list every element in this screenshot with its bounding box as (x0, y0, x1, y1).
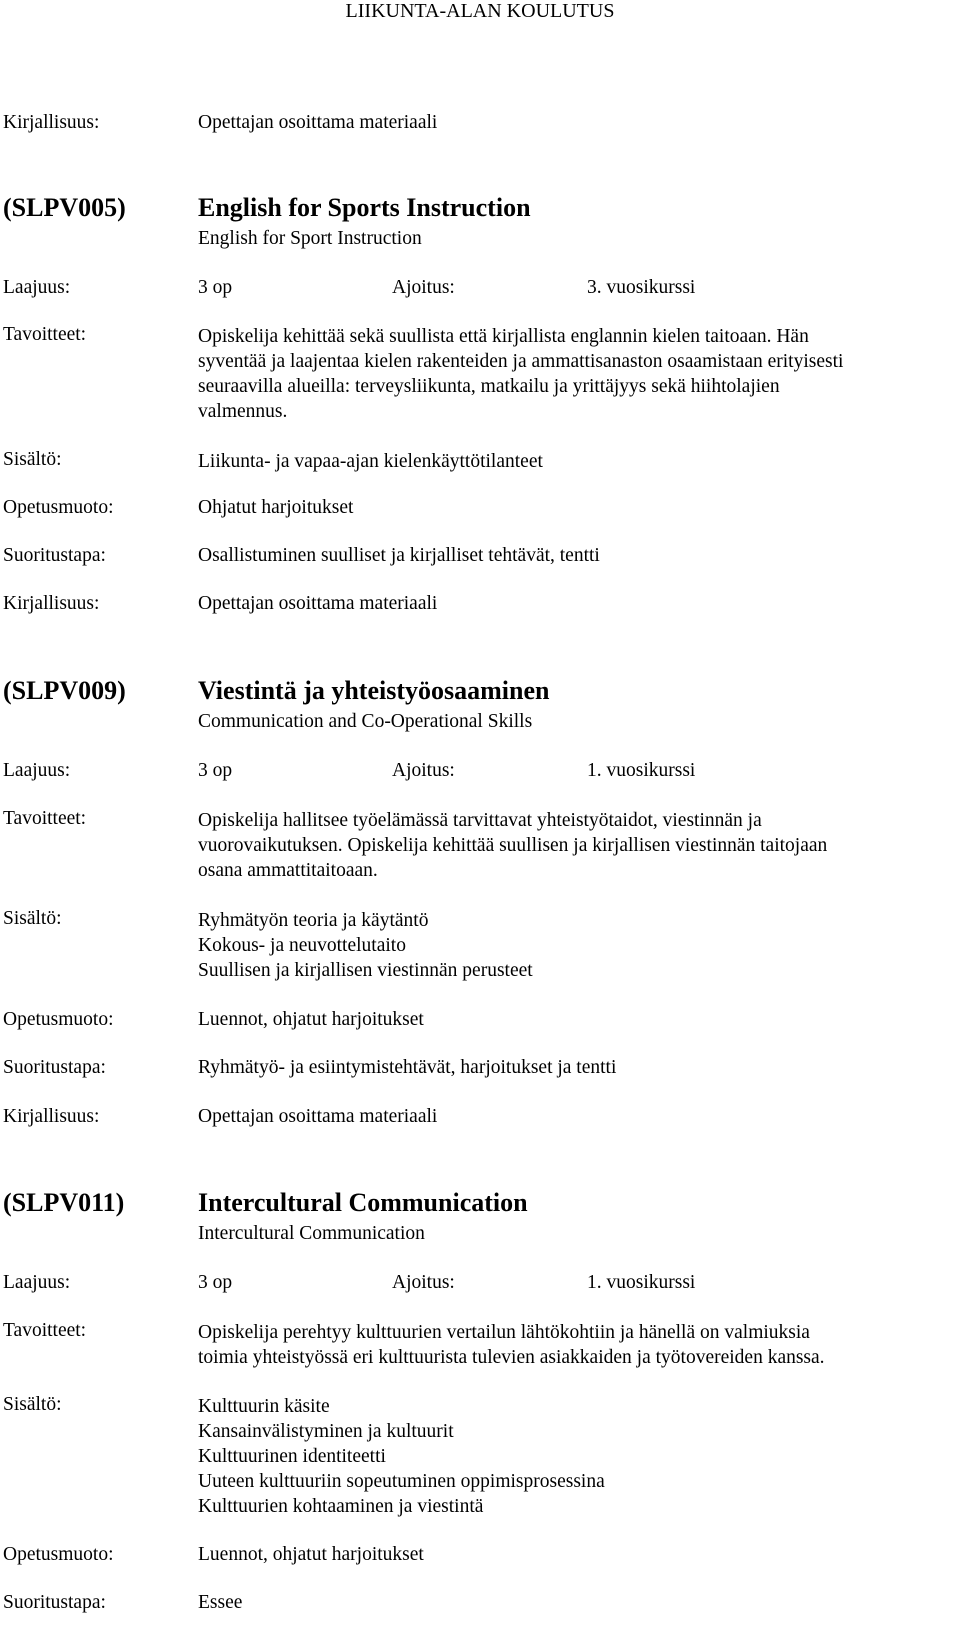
suoritustapa-value: Osallistuminen suulliset ja kirjalliset tehtävät, tentti (198, 545, 600, 566)
sisalto-label: Sisältö: (3, 908, 62, 929)
sisalto-line: Suullisen ja kirjallisen viestinnän perusteet (198, 960, 533, 981)
sisalto-line: Kulttuurinen identiteetti (198, 1446, 386, 1467)
laajuus-label: Laajuus: (3, 277, 71, 298)
tavoitteet-line: Opiskelija perehtyy kulttuurien vertailun lähtökohtiin ja hänellä on valmiuksia (198, 1322, 810, 1343)
intro-kirjallisuus-label: Kirjallisuus: (3, 112, 100, 133)
course-code: (SLPV009) (3, 676, 126, 705)
opetusmuoto-value: Luennot, ohjatut harjoitukset (198, 1009, 424, 1030)
course-subtitle: English for Sport Instruction (198, 228, 422, 249)
kirjallisuus-label: Kirjallisuus: (3, 593, 100, 614)
ajoitus-label: Ajoitus: (392, 1272, 455, 1293)
tavoitteet-text (198, 1320, 825, 1370)
tavoitteet-line: toimia yhteistyössä eri kulttuurista tulevien asiakkaiden ja työtovereiden kanssa. (198, 1347, 825, 1368)
suoritustapa-value: Essee (198, 1592, 243, 1613)
tavoitteet-line: Opiskelija hallitsee työelämässä tarvittavat yhteistyötaidot, viestinnän ja (198, 810, 762, 831)
sisalto-text (198, 908, 533, 983)
tavoitteet-line: valmennus. (198, 401, 288, 422)
opetusmuoto-label: Opetusmuoto: (3, 497, 114, 518)
tavoitteet-line: seuraavilla alueilla: terveysliikunta, matkailu ja yrittäjyys sekä hiihtolajien (198, 376, 780, 397)
laajuus-value: 3 op (198, 760, 233, 781)
sisalto-label: Sisältö: (3, 1394, 62, 1415)
sisalto-line: Ryhmätyön teoria ja käytäntö (198, 910, 429, 931)
sisalto-label: Sisältö: (3, 449, 62, 470)
course-title: Viestintä ja yhteistyöosaaminen (198, 676, 550, 705)
ajoitus-value: 1. vuosikurssi (587, 1272, 696, 1293)
sisalto-line: Kansainvälistyminen ja kultuurit (198, 1421, 454, 1442)
page-header: LIIKUNTA-ALAN KOULUTUS (345, 0, 615, 22)
suoritustapa-label: Suoritustapa: (3, 1057, 106, 1078)
sisalto-line: Liikunta- ja vapaa-ajan kielenkäyttötilanteet (198, 451, 543, 472)
laajuus-label: Laajuus: (3, 760, 71, 781)
tavoitteet-label: Tavoitteet: (3, 324, 87, 345)
course-subtitle: Communication and Co-Operational Skills (198, 711, 533, 732)
ajoitus-value: 3. vuosikurssi (587, 277, 696, 298)
tavoitteet-label: Tavoitteet: (3, 1320, 87, 1341)
kirjallisuus-value: Opettajan osoittama materiaali (198, 1106, 438, 1127)
opetusmuoto-value: Ohjatut harjoitukset (198, 497, 354, 518)
tavoitteet-line: osana ammattitaitoaan. (198, 860, 378, 881)
opetusmuoto-label: Opetusmuoto: (3, 1544, 114, 1565)
kirjallisuus-value: Opettajan osoittama materiaali (198, 593, 438, 614)
course-code: (SLPV011) (3, 1188, 125, 1217)
course-title: Intercultural Communication (198, 1188, 528, 1217)
course-title: English for Sports Instruction (198, 193, 531, 222)
sisalto-line: Kulttuurin käsite (198, 1396, 330, 1417)
sisalto-text (198, 1394, 605, 1519)
suoritustapa-label: Suoritustapa: (3, 1592, 106, 1613)
course-code: (SLPV005) (3, 193, 126, 222)
ajoitus-value: 1. vuosikurssi (587, 760, 696, 781)
tavoitteet-text (198, 808, 827, 883)
kirjallisuus-label: Kirjallisuus: (3, 1106, 100, 1127)
tavoitteet-label: Tavoitteet: (3, 808, 87, 829)
tavoitteet-line: vuorovaikutuksen. Opiskelija kehittää suullisen ja kirjallisen viestinnän taitojaan (198, 835, 828, 856)
ajoitus-label: Ajoitus: (392, 277, 455, 298)
suoritustapa-label: Suoritustapa: (3, 545, 106, 566)
opetusmuoto-label: Opetusmuoto: (3, 1009, 114, 1030)
sisalto-line: Uuteen kulttuuriin sopeutuminen oppimisprosessina (198, 1471, 605, 1492)
laajuus-value: 3 op (198, 277, 233, 298)
sisalto-line: Kulttuurien kohtaaminen ja viestintä (198, 1496, 484, 1517)
sisalto-line: Kokous- ja neuvottelutaito (198, 935, 406, 956)
tavoitteet-line: Opiskelija kehittää sekä suullista että kirjallista englannin kielen taitoaan. Hän (198, 326, 809, 347)
tavoitteet-line: syventää ja laajentaa kielen rakenteiden ja ammattisanaston osaamistaan erityisesti (198, 351, 844, 372)
intro-kirjallisuus-value: Opettajan osoittama materiaali (198, 112, 438, 133)
tavoitteet-text (198, 324, 843, 424)
suoritustapa-value: Ryhmätyö- ja esiintymistehtävät, harjoitukset ja tentti (198, 1057, 617, 1078)
opetusmuoto-value: Luennot, ohjatut harjoitukset (198, 1544, 424, 1565)
laajuus-value: 3 op (198, 1272, 233, 1293)
course-subtitle: Intercultural Communication (198, 1223, 425, 1244)
laajuus-label: Laajuus: (3, 1272, 71, 1293)
ajoitus-label: Ajoitus: (392, 760, 455, 781)
sisalto-text (198, 449, 543, 474)
